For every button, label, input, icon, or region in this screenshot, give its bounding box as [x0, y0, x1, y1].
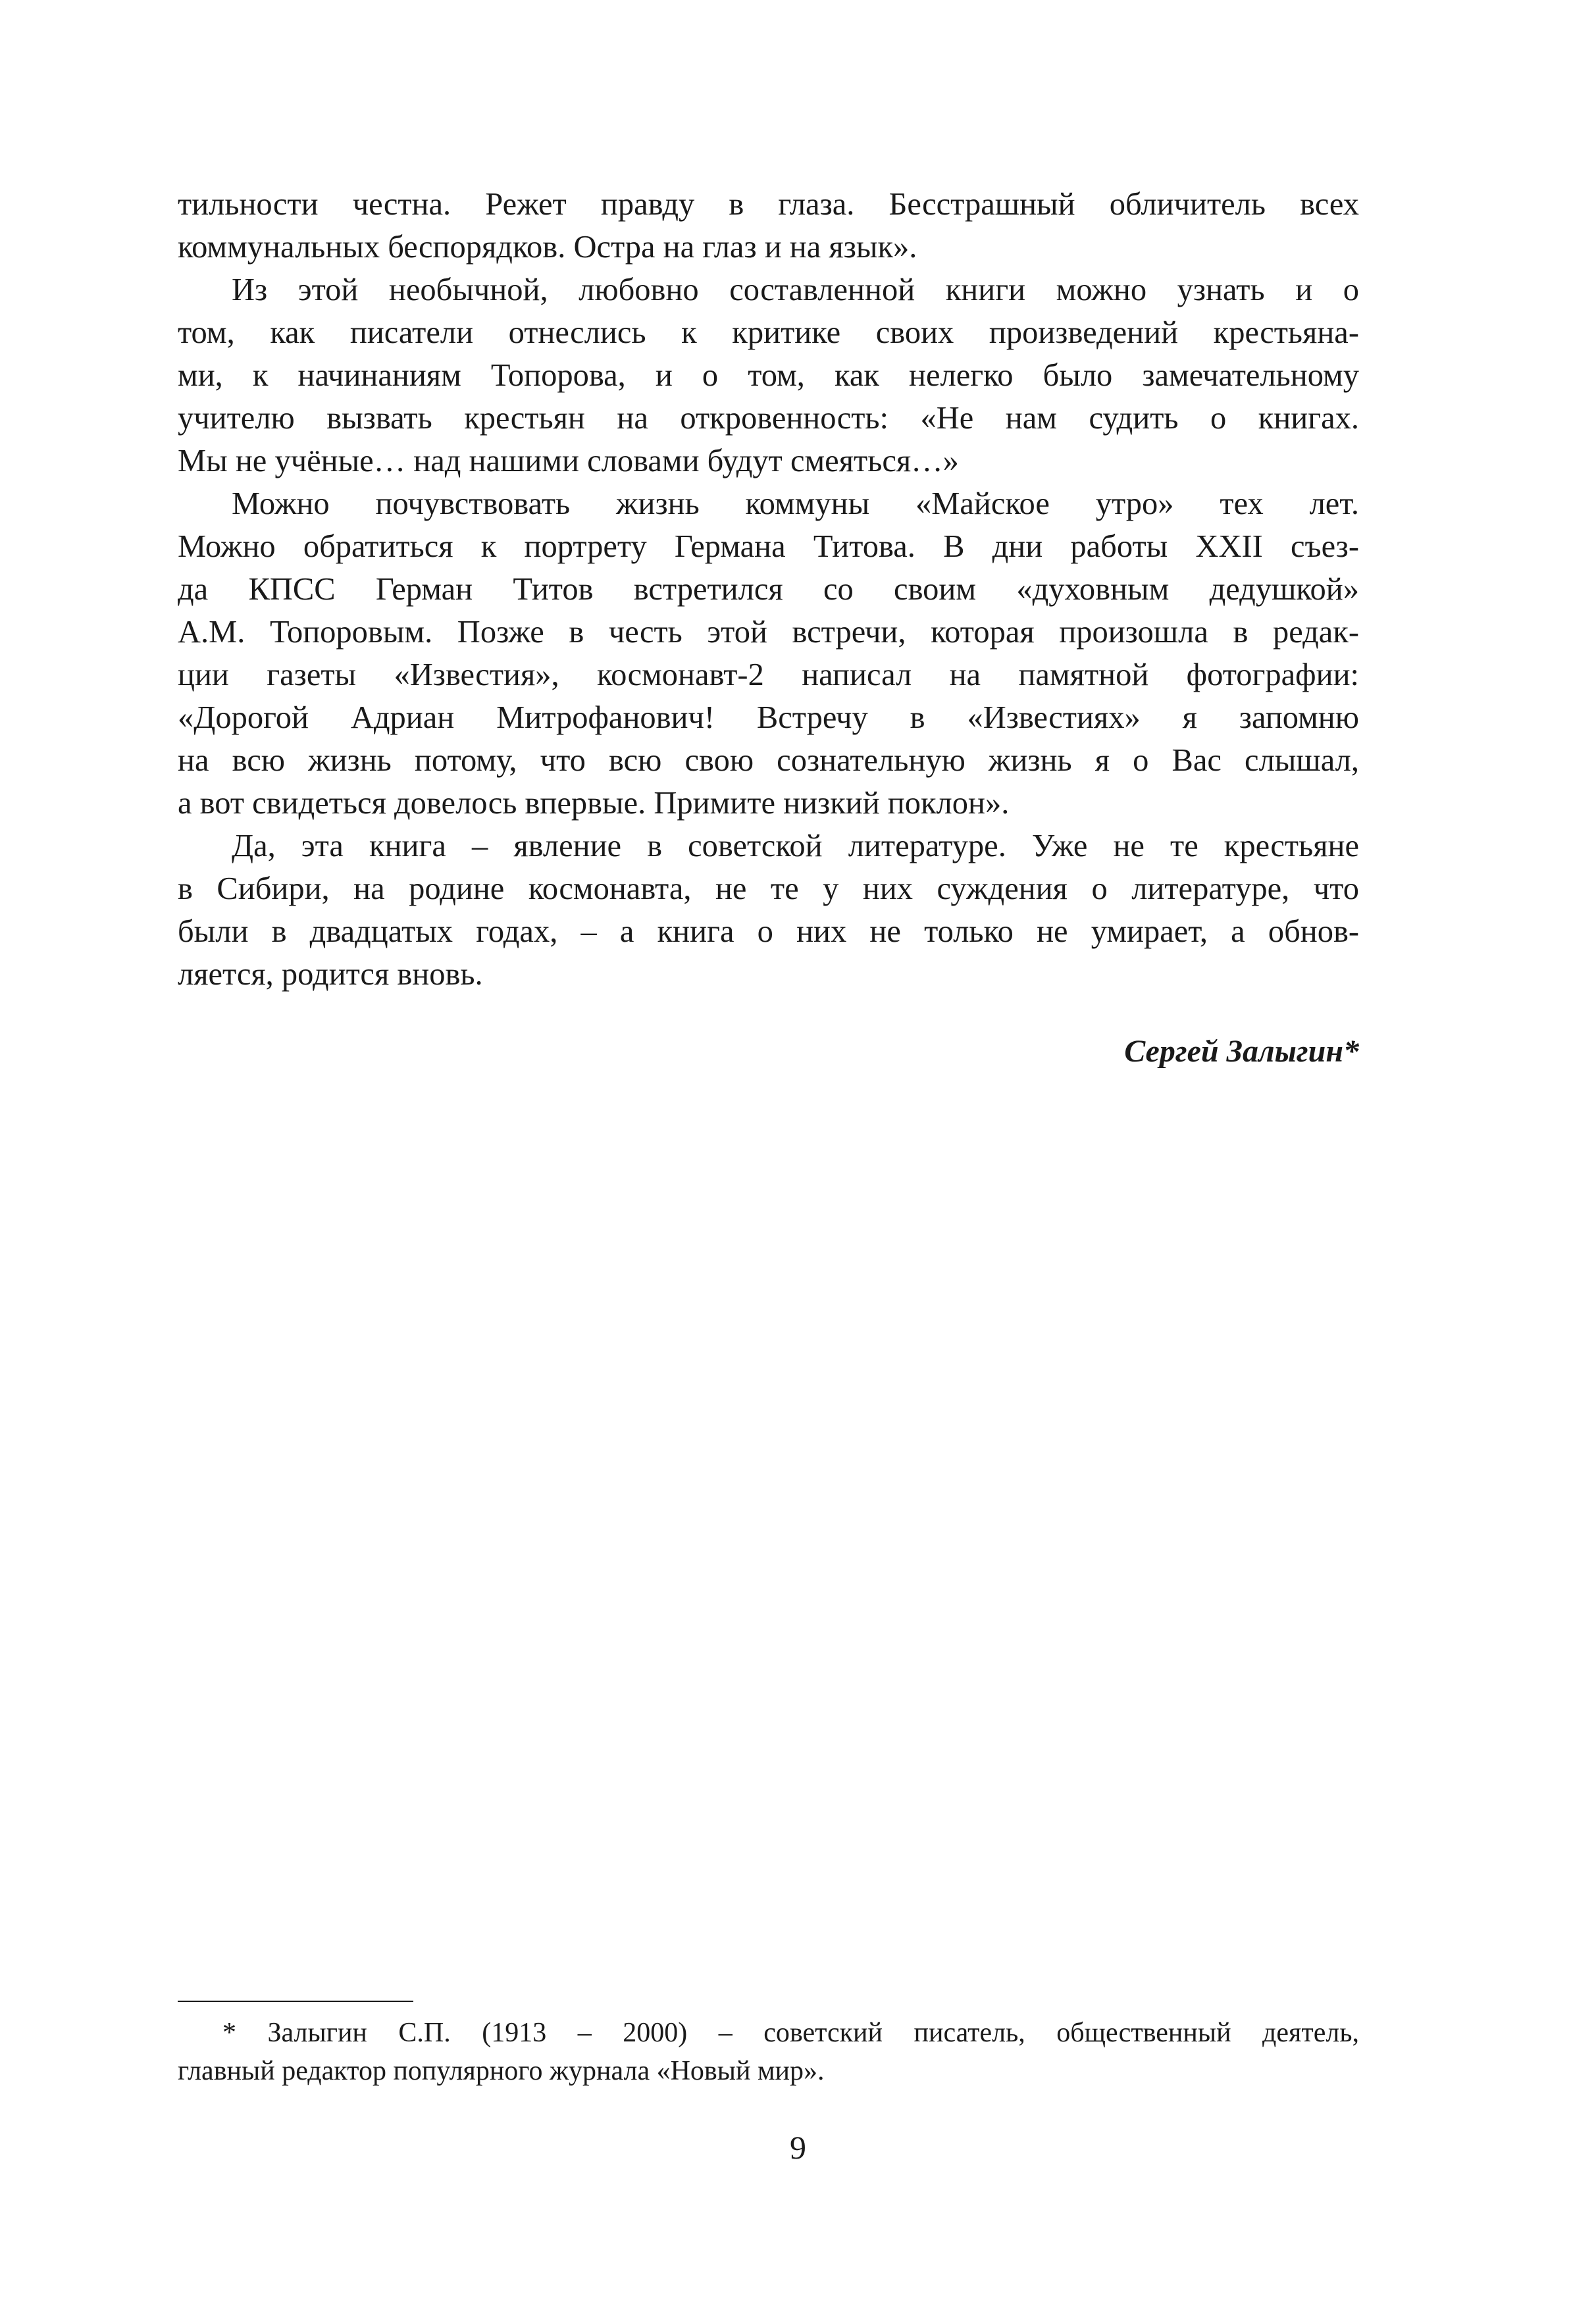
text-line: на всю жизнь потому, что всю свою сознательную жизнь я о Вас слышал, — [178, 743, 1359, 778]
text-line: Можно почувствовать жизнь коммуны «Майское утро» тех лет. — [232, 486, 1359, 521]
footnote-divider — [178, 2001, 413, 2002]
text-line: Да, эта книга – явление в советской литературе. Уже не те крестьяне — [232, 829, 1359, 863]
text-line: «Дорогой Адриан Митрофанович! Встречу в «Известиях» я запомню — [178, 700, 1359, 735]
footnote — [178, 2014, 1359, 2090]
text-line: тильности честна. Режет правду в глаза. Бесстрашный обличитель всех — [178, 187, 1359, 222]
footnote-line: * Залыгин С.П. (1913 – 2000) – советский писатель, общественный деятель, — [222, 2018, 1359, 2048]
text-line: ции газеты «Известия», космонавт-2 написал на памятной фотографии: — [178, 657, 1359, 692]
main-text — [178, 183, 1359, 996]
text-line: Из этой необычной, любовно составленной книги можно узнать и о — [232, 272, 1359, 307]
page-number: 9 — [790, 2129, 806, 2166]
text-line: а вот свидеться довелось впервые. Примите низкий поклон». — [178, 786, 1010, 821]
text-line: были в двадцатых годах, – а книга о них не только не умирает, а обнов- — [178, 914, 1359, 949]
text-line: А.М. Топоровым. Позже в честь этой встречи, которая произошла в редак- — [178, 615, 1359, 650]
text-line: да КПСС Герман Титов встретился со своим «духовным дедушкой» — [178, 572, 1359, 607]
author-signature: Сергей Залыгин* — [1124, 1034, 1359, 1069]
text-line: ми, к начинаниям Топорова, и о том, как нелегко было замечательному — [178, 358, 1359, 393]
text-line: Мы не учёные… над нашими словами будут смеяться…» — [178, 444, 959, 478]
text-line: том, как писатели отнеслись к критике своих произведений крестьяна- — [178, 315, 1359, 350]
text-line: учителю вызвать крестьян на откровенность: «Не нам судить о книгах. — [178, 401, 1359, 436]
text-line: в Сибири, на родине космонавта, не те у них суждения о литературе, что — [178, 871, 1359, 906]
text-line: ляется, родится вновь. — [178, 957, 483, 992]
text-line: коммунальных беспорядков. Остра на глаз и на язык». — [178, 230, 917, 265]
text-line: Можно обратиться к портрету Германа Титова. В дни работы XXII съез- — [178, 529, 1359, 564]
footnote-line: главный редактор популярного журнала «Новый мир». — [178, 2056, 825, 2086]
